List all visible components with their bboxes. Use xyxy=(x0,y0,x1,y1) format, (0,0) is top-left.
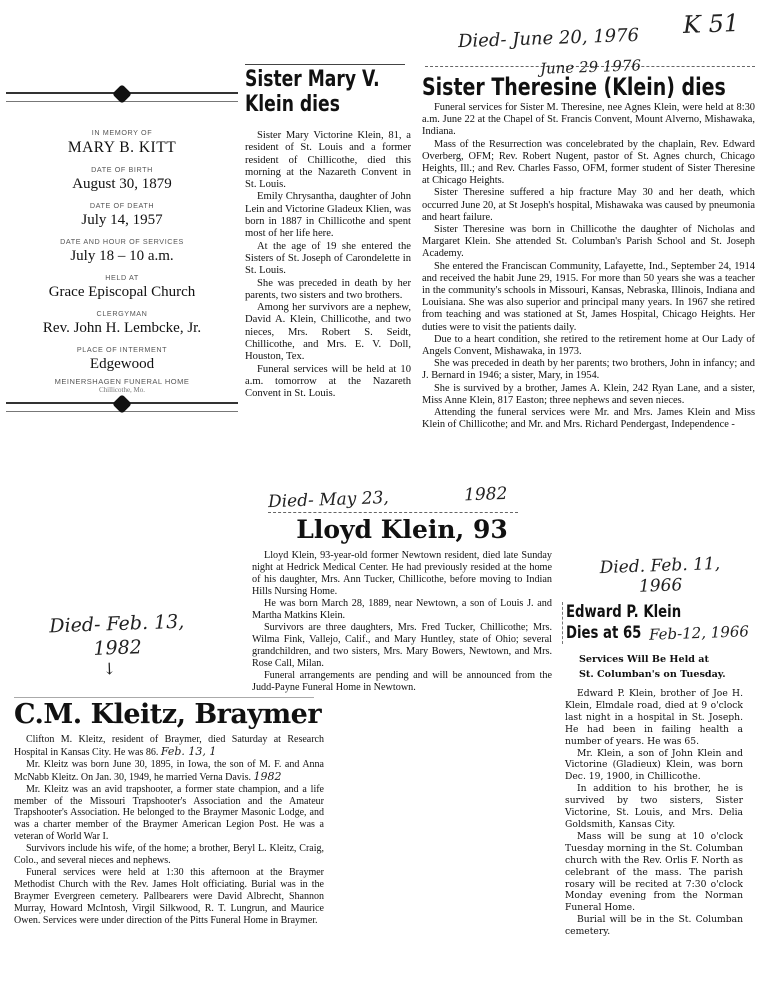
theresine-date-annotation: June 29 1976 xyxy=(539,56,642,78)
interment-label: PLACE OF INTERMENT xyxy=(76,345,168,354)
paragraph: Survivors are three daughters, Mrs. Fred Tucker, Chillicothe; Mrs. Wilma Fink, Vallejo, Calif., and Mary Huntley, state of Ohio; several grandchildren, and two sisters, Mrs. Mary Bowers, Newtown, and Mrs. Rose Call, Milan. xyxy=(252,622,552,669)
subheadline xyxy=(579,652,743,682)
paragraph-text: Clifton M. Kleitz, resident of Braymer, died Saturday at Research Hospital in Kansas City. He was 86. xyxy=(14,734,324,758)
card-top-ornament-rule xyxy=(6,92,238,102)
paragraph: Funeral services were held at 1:30 this afternoon at the Braymer Methodist Church with the Rev. James Holt officiating. Burial was in the Braymer Evergreen cemetery. Pallbearers were David Albrecht, Shannon Murray, Howard McIntosh, Virgil Silkwood, R. T. Lungrun, and Maurice Owen. Services were under direction of the Pitts Funeral Home in Braymer. xyxy=(14,866,324,926)
annotation-text: Died- May 23, xyxy=(267,487,390,513)
article-mary-v-klein xyxy=(245,64,411,401)
article-body xyxy=(422,102,755,431)
headline: Sister Theresine (Klein) dies xyxy=(422,73,726,101)
paragraph: Funeral services for Sister M. Theresine, nee Agnes Klein, were held at 8:30 a.m. June 22 at the Chapel of St. Francis Convent, Mount Alverno, Mishawaka, Indiana. xyxy=(422,102,755,138)
birth-label: DATE OF BIRTH xyxy=(91,165,153,174)
annotation-year: 1982 xyxy=(93,636,143,660)
paragraph: She was preceded in death by her parents, two sisters and two brothers. xyxy=(245,277,411,301)
headline: C.M. Kleitz, Braymer xyxy=(14,699,322,730)
paragraph: Mr. Klein, a son of John Klein and Victorine (Gladieux) Klein, was born Dec. 19, 1900, in Chillicothe. xyxy=(565,747,743,783)
inline-date-annotation: Feb. 13, 1 xyxy=(160,744,217,758)
paragraph: Sister Theresine suffered a hip fracture May 30 and her death, which occurred June 20, at St Joseph's hospital, Mishawaka was caused by pneumonia and heart failure. xyxy=(422,187,755,223)
article-body xyxy=(14,734,324,927)
paragraph: She is survived by a brother, James A. Klein, 242 Ryan Lane, and a sister, Miss Anne Klein, 817 Easton; three nephews and seven nieces. xyxy=(422,382,755,406)
funeral-home: MEINERSHAGEN FUNERAL HOME xyxy=(54,377,190,386)
in-memory-label: IN MEMORY OF xyxy=(91,128,153,137)
headline: Dies at 65 xyxy=(566,623,642,643)
kleitz-died-annotation xyxy=(49,610,186,681)
headline-line-2 xyxy=(566,622,749,644)
article-body xyxy=(252,550,552,694)
birth-date: August 30, 1879 xyxy=(72,176,172,192)
paragraph: Edward P. Klein, brother of Joe H. Klein, Elmdale road, died at 9 o'clock last night in a hospital in St. Joseph. He had been in failing health a number of years. He was 65. xyxy=(565,688,743,747)
paragraph: At the age of 19 she entered the Sisters of St. Joseph of Carondelette in St. Louis. xyxy=(245,240,411,277)
interment: Edgewood xyxy=(89,356,155,372)
paragraph: Emily Chrysantha, daughter of John Lein and Victorine Gladeux Klien, was born in 1887 in Chillicothe and spent most of her life here. xyxy=(245,191,411,240)
paragraph: He was born March 28, 1889, near Newtown, a son of Louis J. and Martha Matkins Klein. xyxy=(252,598,552,621)
headline: Lloyd Klein, 93 xyxy=(296,515,508,544)
article-body xyxy=(565,688,743,938)
death-label: DATE OF DEATH xyxy=(89,201,155,210)
subheadline-line: Services Will Be Held at xyxy=(579,654,709,665)
lloyd-died-annotation xyxy=(268,484,508,512)
paragraph: Mr. Kleitz was an avid trapshooter, a former state champion, and a life member of the Missouri Trapshooter's Association and the Amateur Trapshooter's Association. He belonged to the Braymer Masonic Lodge, and was a charter member of the Braymer American Legion Post. He was a veteran of World War I. xyxy=(14,783,324,843)
paragraph: She was preceded in death by her parents; two brothers, John in infancy; and J. Bernard in 1946; a sister, Mary, in 1954. xyxy=(422,358,755,382)
article-body xyxy=(245,130,411,401)
headline-date-annotation: Feb-12, 1966 xyxy=(648,622,749,644)
lloyd-top-rule xyxy=(268,512,518,513)
headline: Sister Mary V. xyxy=(245,67,380,92)
death-date: July 14, 1957 xyxy=(81,212,163,228)
paragraph: Survivors include his wife, of the home; a brother, Beryl L. Kleitz, Craig, Colo., and several nieces and nephews. xyxy=(14,843,324,867)
held-at: Grace Episcopal Church xyxy=(48,284,196,300)
catalog-number-annotation: K 51 xyxy=(682,9,740,39)
ornament-icon xyxy=(112,394,132,414)
paragraph: Sister Mary Victorine Klein, 81, a resident of St. Louis and a former resident of Chillicothe, died this morning at the Nazareth Convent in St. Louis. xyxy=(245,130,411,191)
subheadline-line: St. Columban's on Tuesday. xyxy=(579,669,726,680)
card-bottom-ornament-rule xyxy=(6,402,238,412)
paragraph: Due to a heart condition, she retired to the retirement home at Our Lady of Angels Convent, Mishawaka, in 1973. xyxy=(422,333,755,358)
paragraph xyxy=(14,734,324,759)
inline-year-annotation: 1982 xyxy=(253,769,282,783)
paragraph: Sister Theresine was born in Chillicothe the daughter of Nicholas and Margaret Klein. She attended St. Columban's Parish School and St. Joseph Academy. xyxy=(422,224,755,260)
clergyman-label: CLERGYMAN xyxy=(96,309,148,318)
arrow-down-icon: ↓ xyxy=(102,659,117,679)
paragraph: Lloyd Klein, 93-year-old former Newtown resident, died late Sunday night at Hedrick Medical Center. He had previously resided at the home of his daughter, Mrs. Ann Tucker, Chillicothe, before moving to Indian Hills Nursing Home. xyxy=(252,550,552,597)
memorial-card xyxy=(4,92,240,412)
funeral-home-location: Chillicothe, Mo. xyxy=(98,386,146,394)
paragraph: Burial will be in the St. Columban cemetery. xyxy=(565,914,743,938)
article-lloyd-klein xyxy=(252,514,552,694)
services-label: DATE AND HOUR OF SERVICES xyxy=(60,237,184,246)
article-sister-theresine xyxy=(422,72,755,431)
paragraph: Mass will be sung at 10 o'clock Tuesday morning in the St. Columban church with the Rev. Orlis F. North as celebrant of the mass. The parish rosary will be recited at 7:30 o'clock Monday evening from the Norman Funeral Home. xyxy=(565,830,743,914)
paragraph: Among her survivors are a nephew, David A. Klein, Chillicothe, and two nieces, Mrs. Robert S. Seidt, Chillicothe, and Mrs. E. V. Doll, Houston, Tex. xyxy=(245,302,411,363)
annotation-text: Died. Feb. 11, xyxy=(599,553,721,579)
headline-rule xyxy=(245,64,405,65)
edward-died-annotation xyxy=(599,554,721,598)
annotation-year: 1966 xyxy=(638,575,683,597)
paragraph: Attending the funeral services were Mr. and Mrs. James Klein and Miss Klein of Chillicothe; and Mr. and Mrs. Richard Pendergast, Independence - xyxy=(422,407,755,431)
annotation-year: 1982 xyxy=(463,483,508,506)
clergyman: Rev. John H. Lembcke, Jr. xyxy=(42,320,202,336)
theresine-died-annotation: Died- June 20, 1976 xyxy=(457,24,640,53)
paragraph xyxy=(14,759,324,784)
paragraph: Funeral services will be held at 10 a.m. tomorrow at the Nazareth Convent in St. Louis. xyxy=(245,363,411,400)
deceased-name: MARY B. KITT xyxy=(67,139,177,156)
ornament-icon xyxy=(112,84,132,104)
paragraph-text: Mr. Kleitz was born June 30, 1895, in Iowa, the son of M. F. and Anna McNabb Kleitz. On Jan. 30, 1949, he married Verna Davis. xyxy=(14,758,324,783)
paragraph: In addition to his brother, he is survived by two sisters, Sister Victorine, St. Louis, and Mrs. Delia Goldsmith, Kansas City. xyxy=(565,783,743,830)
annotation-text: Died- Feb. 13, xyxy=(48,610,185,638)
paragraph: Mass of the Resurrection was concelebrated by the chaplain, Rev. Edward Overberg, OFM; Rev. Robert Nugent, pastor of St. Agnes church, Chicago Heights, Ill.; and Rev. Charles Fasso, OFM, former student of Sister Theresine at Chicago Heights. xyxy=(422,138,755,187)
article-edward-p-klein xyxy=(565,602,749,938)
paragraph: She entered the Franciscan Community, Lafayette, Ind., September 24, 1914 and received the habit June 29, 1915. For more than 50 years she was a teacher in the community's schools in Missouri, Kansas, Nebraska, Illinois, Indiana and Louisiana. She was also superior and principal many years. In 1967 she retired from teaching and was stationed at St, James Hospital, Chicago Heights. Her duties were to visit the patients daily. xyxy=(422,260,755,333)
article-cm-kleitz xyxy=(14,697,324,927)
headline: Klein dies xyxy=(245,92,340,117)
held-at-label: HELD AT xyxy=(105,273,139,282)
paragraph: Funeral arrangements are pending and will be announced from the Judd-Payne Funeral Home in Newtown. xyxy=(252,670,552,693)
headline: Edward P. Klein xyxy=(566,602,682,622)
services-date: July 18 – 10 a.m. xyxy=(70,248,174,264)
